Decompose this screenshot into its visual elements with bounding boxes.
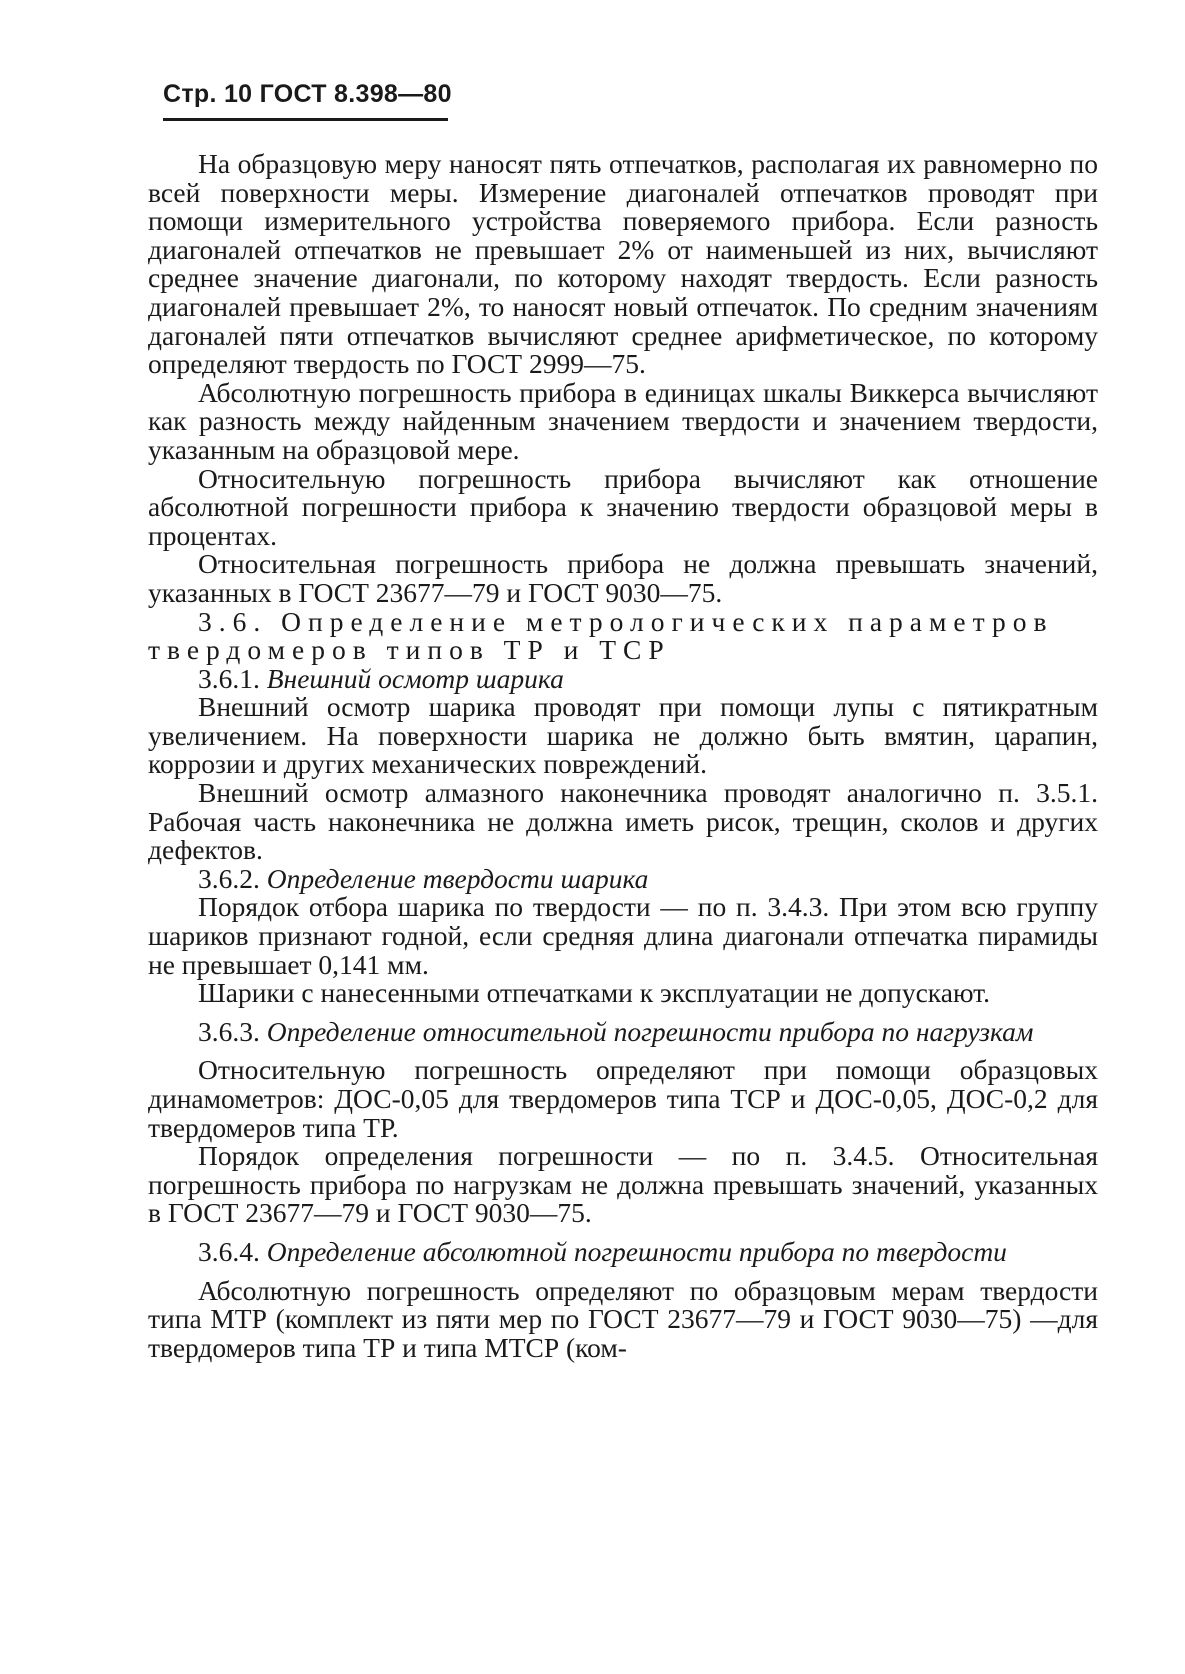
section-heading-3-6-3 — [148, 1015, 1098, 1047]
paragraph: Относительную погрешность прибора вычисляют как отношение абсолютной погрешности прибора к значению твердости образцовой меры в процентах. — [148, 462, 1098, 551]
section-number: 3.6.2. — [198, 862, 260, 894]
section-heading-3-6-2 — [148, 862, 1098, 894]
paragraph: Внешний осмотр алмазного наконечника проводят аналогично п. 3.5.1. Рабочая часть наконечника не должна иметь рисок, трещин, сколов и других дефектов. — [148, 777, 1098, 866]
section-title: Определение относительной погрешности прибора по нагрузкам — [266, 1015, 1034, 1047]
paragraph: Порядок определения погрешности — по п. 3.4.5. Относительная погрешность прибора по нагрузкам не должна превышать значений, указанных в ГОСТ 23677—79 и ГОСТ 9030—75. — [148, 1140, 1098, 1229]
paragraph: Относительную погрешность определяют при помощи образцовых динамометров: ДОС-0,05 для твердомеров типа ТСР и ДОС-0,05, ДОС-0,2 для твердомеров типа ТР. — [148, 1054, 1098, 1143]
paragraph: Шарики с нанесенными отпечатками к эксплуатации не допускают. — [198, 977, 990, 1009]
section-number: 3.6.4. — [198, 1235, 260, 1267]
paragraph: Порядок отбора шарика по твердости — по п. 3.4.3. При этом всю группу шариков признают годной, если средняя длина диагонали отпечатка пирамиды не превышает 0,141 мм. — [148, 891, 1098, 980]
section-title: Определение твердости шарика — [266, 862, 649, 894]
header-rule — [163, 118, 448, 121]
document-body — [148, 150, 1098, 1362]
paragraph: Внешний осмотр шарика проводят при помощи лупы с пятикратным увеличением. На поверхности шарика не должно быть вмятин, царапин, коррозии и других механических повреждений. — [148, 691, 1098, 780]
page-header: Стр. 10 ГОСТ 8.398—80 — [163, 80, 452, 108]
section-heading-3-6-4 — [148, 1235, 1098, 1267]
section-title: Внешний осмотр шарика — [266, 662, 564, 694]
paragraph: На образцовую меру наносят пять отпечатков, располагая их равномерно по всей поверхности меры. Измерение диагоналей отпечатков проводят при помощи измерительного устройства поверяемого прибора. Если разность диагоналей отпечатков не превышает 2% от наименьшей из них, вычисляют среднее значение диагонали, по которому находят твердость. Если разность диагоналей превышает 2%, то наносят новый отпечаток. По средним значениям дагоналей пяти отпечатков вычисляют среднее арифметическое, по которому определяют твердость по ГОСТ 2999—75. — [148, 148, 1098, 380]
paragraph: Абсолютную погрешность прибора в единицах шкалы Виккерса вычисляют как разность между найденным значением твердости и значением твердости, указанным на образцовой мере. — [148, 376, 1098, 465]
section-heading-3-6-1 — [148, 662, 1098, 694]
section-title: Определение абсолютной погрешности прибора по твердости — [266, 1235, 1007, 1267]
section-number: 3.6.1. — [198, 662, 260, 694]
section-number: 3.6.3. — [198, 1015, 260, 1047]
paragraph: Относительная погрешность прибора не должна превышать значений, указанных в ГОСТ 23677—79 и ГОСТ 9030—75. — [148, 548, 1098, 608]
paragraph: Абсолютную погрешность определяют по образцовым мерам твердости типа МТР (комплект из пяти мер по ГОСТ 23677—79 и ГОСТ 9030—75) —для твердомеров типа ТР и типа МТСР (ком- — [148, 1274, 1098, 1363]
section-heading-3-6: 3.6. Определение метрологических параметров твердомеров типов ТР и ТСР — [148, 605, 1054, 666]
